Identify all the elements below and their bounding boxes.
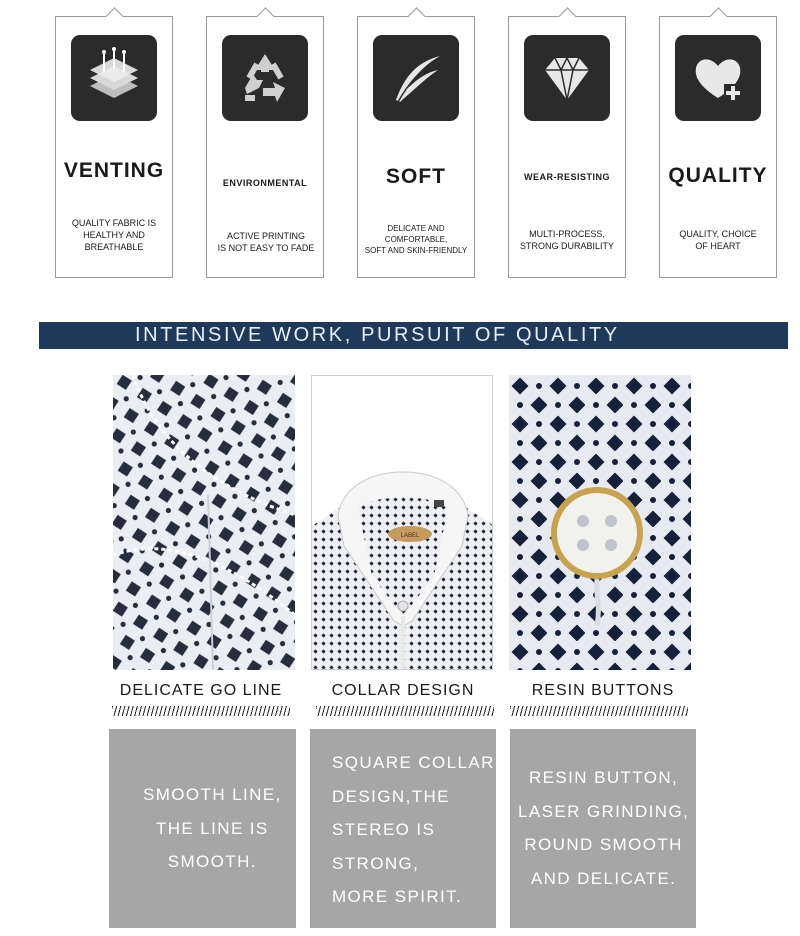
tag-hook (558, 7, 576, 25)
section-banner (39, 322, 788, 349)
feature-tag-venting (55, 16, 173, 278)
feature-desc: QUALITY FABRIC IS HEALTHY AND BREATHABLE (71, 218, 157, 252)
caption-divider (316, 706, 494, 716)
button-photo (509, 375, 691, 670)
detail-card-button (510, 729, 696, 928)
detail-text: SQUARE COLLAR DESIGN,THE STEREO IS STRONG, MORE SPIRIT. (332, 753, 495, 906)
detail-card-collar (310, 729, 496, 928)
feature-title: ENVIRONMENTAL (222, 178, 308, 188)
feature-title: SOFT (386, 165, 446, 188)
detail-caption: DELICATE GO LINE (119, 682, 283, 699)
layers-vent-icon (71, 35, 157, 121)
tag-hook (256, 7, 274, 25)
feature-tag-soft (357, 16, 475, 278)
collar-photo (311, 375, 493, 670)
banner-title: INTENSIVE WORK, PURSUIT OF QUALITY (135, 324, 620, 346)
feature-title: WEAR-RESISTING (523, 172, 610, 182)
feather-icon (373, 35, 459, 121)
feature-desc: QUALITY, CHOICE OF HEART (679, 229, 757, 251)
feature-title: QUALITY (668, 164, 768, 187)
feature-tag-environmental (206, 16, 324, 278)
diamond-icon (524, 35, 610, 121)
detail-card-seam (109, 729, 296, 928)
feature-tag-wear-resisting (508, 16, 626, 278)
detail-caption: RESIN BUTTONS (531, 682, 675, 699)
caption-divider (510, 706, 688, 716)
svg-text:LABEL: LABEL (400, 533, 420, 539)
heart-plus-icon (675, 35, 761, 121)
tag-hook (709, 7, 727, 25)
feature-tag-quality (659, 16, 777, 278)
detail-text: SMOOTH LINE, THE LINE IS SMOOTH. (143, 785, 282, 871)
detail-caption: COLLAR DESIGN (331, 682, 475, 699)
feature-desc: ACTIVE PRINTING IS NOT EASY TO FADE (217, 231, 315, 253)
recycle-icon (222, 35, 308, 121)
tag-hook (407, 7, 425, 25)
feature-title: VENTING (63, 159, 165, 182)
tag-hook (105, 7, 123, 25)
feature-desc: MULTI-PROCESS, STRONG DURABILITY (519, 229, 614, 251)
caption-divider (112, 706, 290, 716)
fabric-seam-photo (113, 375, 295, 670)
detail-text: RESIN BUTTON, LASER GRINDING, ROUND SMOOTH AND DELICATE. (518, 768, 690, 888)
feature-desc: DELICATE AND COMFORTABLE, SOFT AND SKIN-FRIENDLY (364, 224, 468, 255)
